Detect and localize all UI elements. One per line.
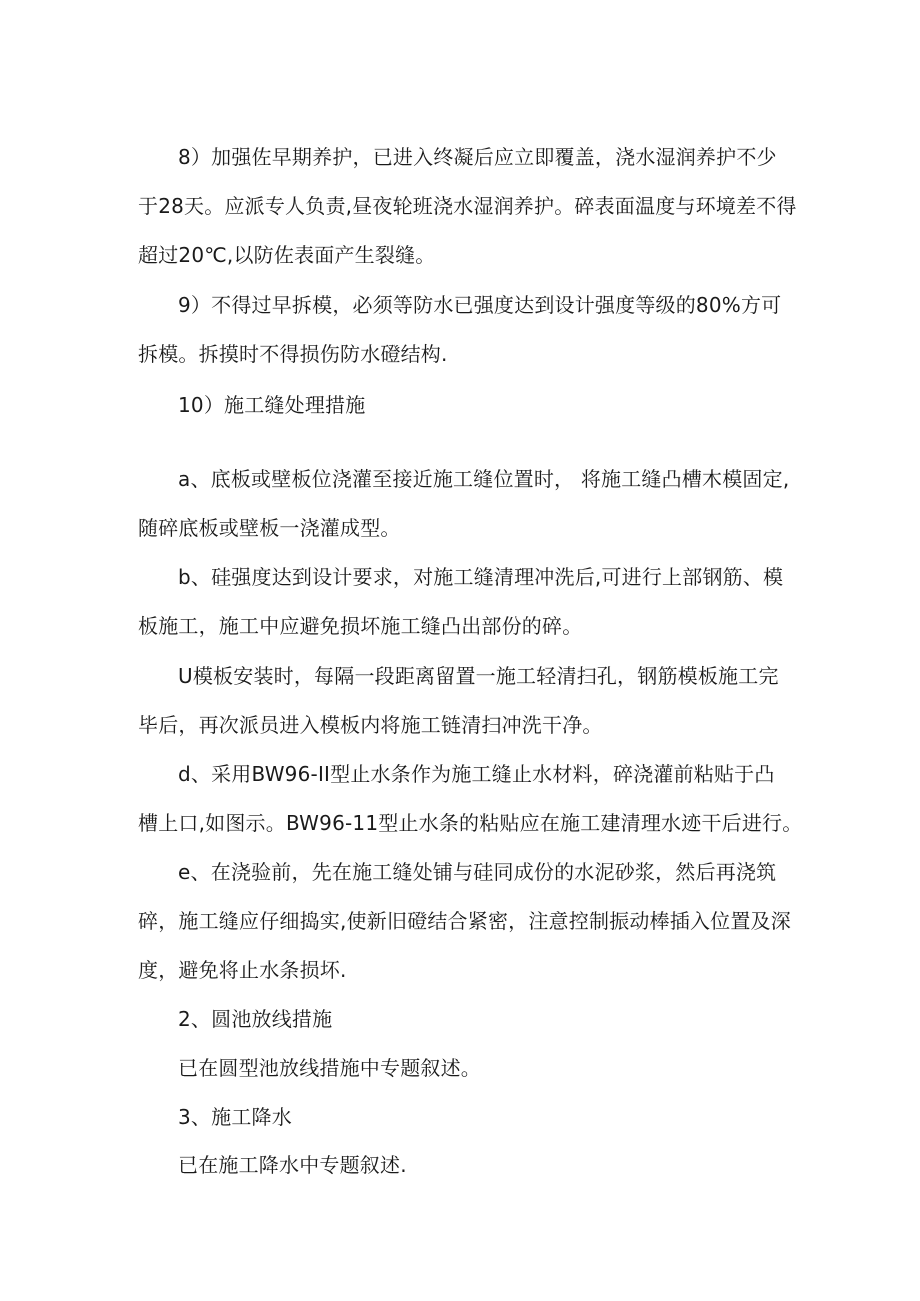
item-e-line-3: 度，避免将止水条损坏. [138,958,347,982]
section-3-heading: 3、施工降水 [178,1105,292,1129]
paragraph-8-line-1: 8）加强佐早期养护，已进入终凝后应立即覆盖，浇水湿润养护不少 [178,145,777,169]
item-e-line-2: 碎，施工缝应仔细捣实,使新旧磴结合紧密，注意控制振动棒插入位置及深 [138,909,791,933]
item-b-line-2: 板施工，施工中应避免损坏施工缝凸出部份的碎。 [138,614,583,638]
paragraph-8-line-2: 于28天。应派专人负责,昼夜轮班浇水湿润养护。碎表面温度与环境差不得 [138,194,797,218]
item-b-line-1: b、硅强度达到设计要求，对施工缝清理冲洗后,可进行上部钢筋、模 [178,565,784,589]
item-c-line-2: 毕后，再次派员进入模板内将施工链清扫冲洗干净。 [138,713,603,737]
item-a-line-2: 随碎底板或壁板一浇灌成型。 [138,516,401,540]
section-3-body: 已在施工降水中专题叙述. [178,1153,407,1177]
paragraph-9-line-2: 拆模。拆摸时不得损伤防水磴结构. [138,342,448,366]
item-e-line-1: e、在浇验前，先在施工缝处铺与硅同成份的水泥砂浆，然后再浇筑 [178,860,777,884]
item-d-line-1: d、采用BW96-II型止水条作为施工缝止水材料，碎浇灌前粘贴于凸 [178,762,775,786]
item-c-line-1: U模板安装时，每隔一段距离留置一施工轻清扫孔，钢筋模板施工完 [178,664,779,688]
item-d-line-2: 槽上口,如图示。BW96-11型止水条的粘贴应在施工建清理水迹干后进行。 [138,811,803,835]
section-2-body: 已在圆型池放线措施中专题叙述。 [178,1056,481,1080]
paragraph-8-line-3: 超过20℃,以防佐表面产生裂缝。 [138,243,436,267]
section-2-heading: 2、圆池放线措施 [178,1007,333,1031]
section-10-heading: 10）施工缝处理措施 [178,393,366,417]
item-a-line-1: a、底板或壁板位浇灌至接近施工缝位置时， 将施工缝凸槽木模固定, [178,467,790,491]
paragraph-9-line-1: 9）不得过早拆模，必须等防水已强度达到设计强度等级的80%方可 [178,293,782,317]
